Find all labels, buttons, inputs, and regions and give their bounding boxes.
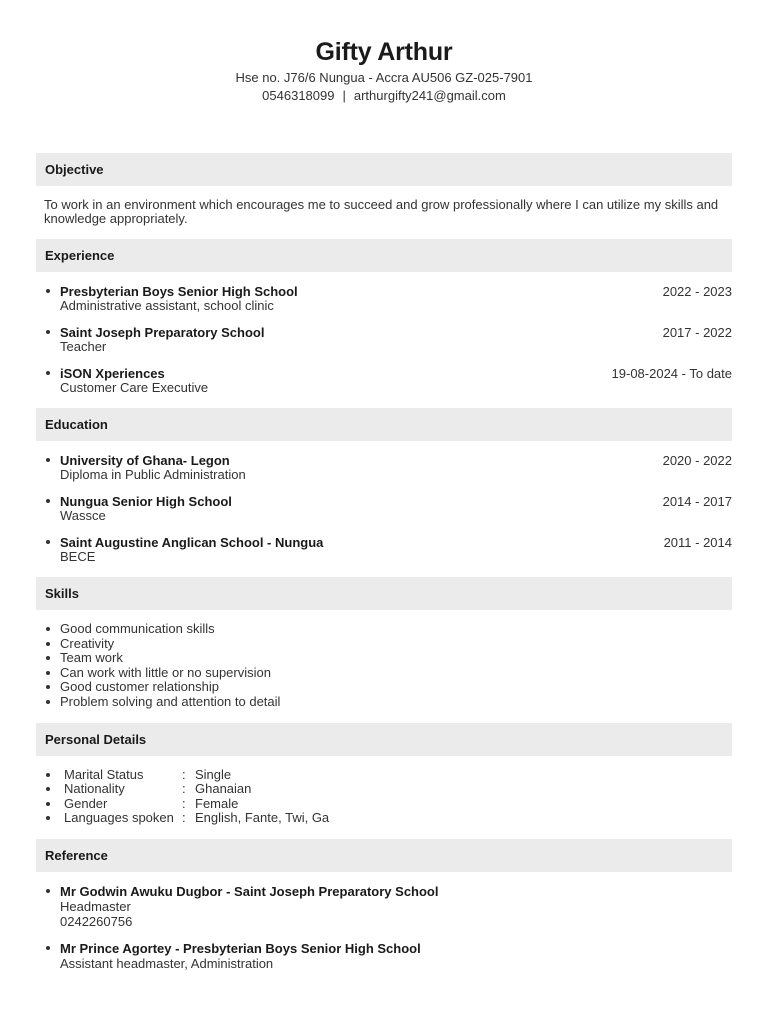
phone-number: 0546318099 (262, 87, 335, 103)
education-section (36, 408, 732, 577)
entry-title: iSON Xperiences (60, 366, 165, 381)
detail-colon: : (182, 795, 186, 811)
skill-text: Can work with little or no supervision (60, 664, 271, 680)
section-heading: Personal Details (36, 723, 732, 756)
personal-details-section (36, 723, 732, 839)
bullet-icon (46, 889, 50, 893)
bullet-icon (46, 499, 50, 503)
reference-name: Mr Godwin Awuku Dugbor - Saint Joseph Preparatory School (60, 883, 439, 899)
reference-item (36, 941, 732, 971)
education-item (36, 535, 732, 564)
bullet-icon (46, 627, 50, 631)
entry-date: 19-08-2024 - To date (611, 366, 732, 381)
skill-text: Team work (60, 650, 123, 666)
skill-item (36, 680, 732, 695)
personal-details-list (36, 768, 732, 826)
skill-item (36, 651, 732, 666)
section-heading: Objective (36, 153, 732, 186)
bullet-icon (46, 787, 50, 791)
bullet-icon (46, 656, 50, 660)
experience-item (36, 284, 732, 313)
entry-date: 2011 - 2014 (663, 535, 732, 550)
bullet-icon (46, 816, 50, 820)
experience-list (36, 284, 732, 395)
reference-list (36, 884, 732, 971)
experience-item (36, 366, 732, 395)
bullet-icon (46, 289, 50, 293)
entry-role: Teacher (60, 339, 107, 354)
detail-label: Nationality (64, 781, 125, 797)
reference-name: Mr Prince Agortey - Presbyterian Boys Senior High School (60, 940, 421, 956)
entry-date: 2022 - 2023 (662, 284, 732, 299)
experience-section (36, 239, 732, 408)
detail-colon: : (182, 810, 186, 826)
detail-value: English, Fante, Twi, Ga (195, 810, 330, 826)
email-address: arthurgifty241@gmail.com (353, 87, 506, 103)
skill-text: Problem solving and attention to detail (60, 693, 281, 709)
skill-text: Creativity (60, 635, 115, 651)
entry-title: Saint Augustine Anglican School - Nungua (60, 535, 324, 550)
education-item (36, 453, 732, 482)
personal-detail-row (36, 768, 732, 783)
reference-position: Headmaster (60, 898, 131, 914)
personal-detail-row (36, 811, 732, 826)
bullet-icon (46, 946, 50, 950)
detail-colon: : (182, 766, 186, 782)
entry-title: Presbyterian Boys Senior High School (60, 284, 298, 299)
skill-text: Good communication skills (60, 621, 215, 636)
contact-separator: | (342, 87, 346, 103)
detail-value: Female (195, 795, 239, 811)
experience-item (36, 325, 732, 354)
bullet-icon (46, 642, 50, 646)
skill-item (36, 622, 732, 637)
entry-title: Saint Joseph Preparatory School (60, 325, 265, 340)
detail-value: Ghanaian (195, 781, 252, 797)
section-heading: Education (36, 408, 732, 441)
section-heading: Skills (36, 577, 732, 610)
entry-role: Administrative assistant, school clinic (60, 298, 274, 313)
skill-item (36, 695, 732, 710)
objective-text: To work in an environment which encourages me to succeed and grow professionally where I can utilize my skills and knowledge appropriately. (44, 197, 719, 226)
detail-colon: : (182, 781, 186, 797)
objective-section (36, 153, 732, 239)
reference-item (36, 884, 732, 929)
skills-section (36, 577, 732, 723)
skills-list (36, 622, 732, 710)
bullet-icon (46, 671, 50, 675)
contact-line (0, 88, 768, 104)
detail-value: Single (195, 766, 232, 782)
bullet-icon (46, 685, 50, 689)
reference-section (36, 839, 732, 984)
bullet-icon (46, 700, 50, 704)
reference-position: Assistant headmaster, Administration (60, 955, 274, 971)
applicant-name: Gifty Arthur (315, 38, 453, 66)
entry-title: University of Ghana- Legon (60, 453, 230, 468)
entry-date: 2020 - 2022 (662, 453, 732, 468)
resume-header (0, 0, 768, 104)
entry-title: Nungua Senior High School (60, 494, 232, 509)
resume-content (36, 153, 732, 984)
personal-detail-row (36, 797, 732, 812)
section-heading: Experience (36, 239, 732, 272)
personal-detail-row (36, 782, 732, 797)
section-heading: Reference (36, 839, 732, 872)
entry-qualification: Diploma in Public Administration (60, 467, 246, 482)
address: Hse no. J76/6 Nungua - Accra AU506 GZ-025-7901 (235, 69, 533, 85)
bullet-icon (46, 371, 50, 375)
education-list (36, 453, 732, 564)
education-item (36, 494, 732, 523)
reference-phone: 0242260756 (60, 913, 133, 929)
entry-qualification: BECE (60, 549, 96, 564)
bullet-icon (46, 802, 50, 806)
entry-qualification: Wassce (60, 508, 106, 523)
detail-label: Marital Status (64, 766, 144, 782)
bullet-icon (46, 458, 50, 462)
entry-role: Customer Care Executive (60, 380, 209, 395)
skill-item (36, 666, 732, 681)
skill-item (36, 637, 732, 652)
bullet-icon (46, 773, 50, 777)
bullet-icon (46, 540, 50, 544)
detail-label: Languages spoken (64, 810, 174, 826)
entry-date: 2014 - 2017 (662, 494, 732, 509)
bullet-icon (46, 330, 50, 334)
entry-date: 2017 - 2022 (662, 325, 732, 340)
detail-label: Gender (64, 795, 108, 811)
skill-text: Good customer relationship (60, 679, 219, 695)
